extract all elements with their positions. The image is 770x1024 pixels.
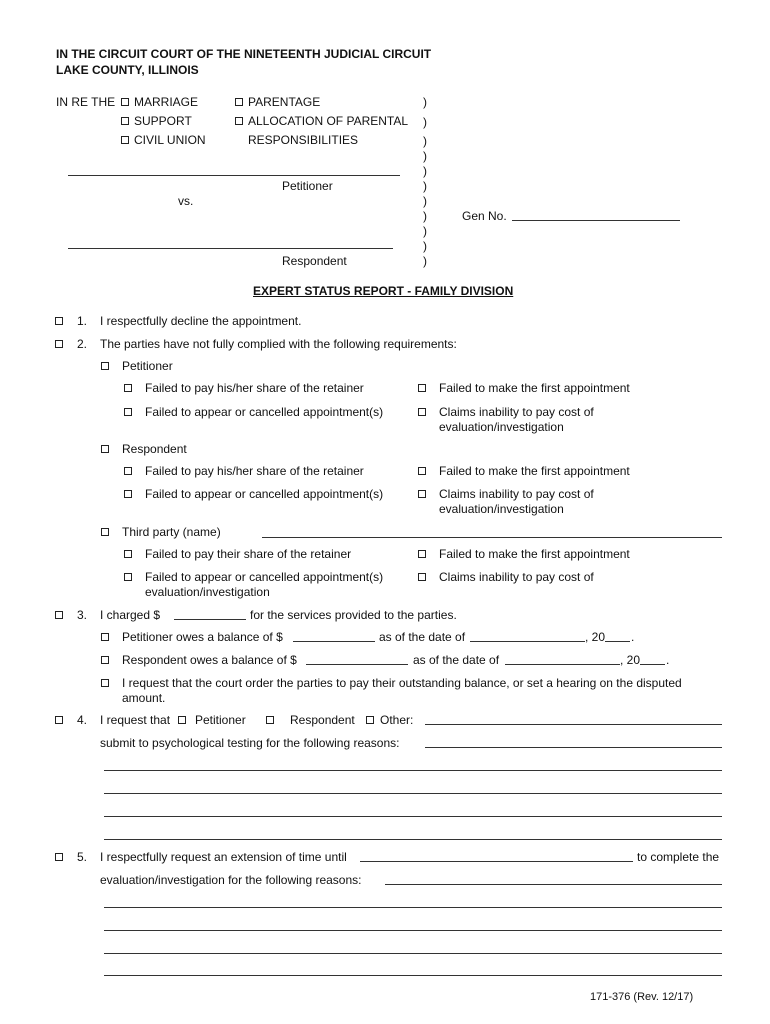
resp-claims-checkbox[interactable] bbox=[418, 490, 426, 498]
petitioner-name-line[interactable] bbox=[68, 175, 400, 176]
pet-claims-checkbox[interactable] bbox=[418, 408, 426, 416]
resp-year-suffix: . bbox=[666, 653, 670, 667]
resp-date-field[interactable] bbox=[505, 664, 620, 665]
item3-text-b: for the services provided to the parties. bbox=[250, 608, 457, 622]
item5-reason-line[interactable] bbox=[385, 884, 722, 885]
resp-retainer-checkbox[interactable] bbox=[124, 467, 132, 475]
tp-appear-checkbox[interactable] bbox=[124, 573, 132, 581]
parentage-label: PARENTAGE bbox=[248, 95, 321, 109]
resp-first-appt-label: Failed to make the first appointment bbox=[439, 464, 630, 478]
extension-date-field[interactable] bbox=[360, 861, 633, 862]
respondent-group-label: Respondent bbox=[122, 442, 187, 456]
tp-appear-label-cont: evaluation/investigation bbox=[145, 585, 270, 599]
resp-owes-checkbox[interactable] bbox=[101, 656, 109, 664]
item2-number: 2. bbox=[77, 337, 88, 351]
pet-claims-label-cont: evaluation/investigation bbox=[439, 420, 564, 434]
pet-balance-field[interactable] bbox=[293, 641, 375, 642]
item4-petitioner-checkbox[interactable] bbox=[178, 716, 186, 724]
item4-petitioner-label: Petitioner bbox=[195, 713, 246, 727]
in-re-label: IN RE THE bbox=[56, 95, 116, 109]
third-party-name-field[interactable] bbox=[262, 537, 722, 538]
item4-other-label: Other: bbox=[380, 713, 414, 727]
tp-appear-label: Failed to appear or cancelled appointment(s) bbox=[145, 570, 384, 584]
pet-retainer-label: Failed to pay his/her share of the retainer bbox=[145, 381, 364, 395]
civil-union-checkbox[interactable] bbox=[121, 136, 129, 144]
caption-paren: ) bbox=[423, 254, 427, 268]
item4-text-b: submit to psychological testing for the following reasons: bbox=[100, 736, 400, 750]
pet-date-field[interactable] bbox=[470, 641, 585, 642]
pet-first-appt-checkbox[interactable] bbox=[418, 384, 426, 392]
resp-claims-label-cont: evaluation/investigation bbox=[439, 502, 564, 516]
item5-reason-line[interactable] bbox=[104, 953, 722, 954]
caption-paren: ) bbox=[423, 179, 427, 193]
report-title: EXPERT STATUS REPORT - FAMILY DIVISION bbox=[253, 284, 514, 298]
item4-checkbox[interactable] bbox=[55, 716, 63, 724]
caption-paren: ) bbox=[423, 134, 427, 148]
item4-text-a: I request that bbox=[100, 713, 171, 727]
gen-no-field[interactable] bbox=[512, 220, 680, 221]
pet-appear-checkbox[interactable] bbox=[124, 408, 132, 416]
item4-respondent-checkbox[interactable] bbox=[266, 716, 274, 724]
caption-paren: ) bbox=[423, 149, 427, 163]
item5-checkbox[interactable] bbox=[55, 853, 63, 861]
item5-text-c: evaluation/investigation for the following reasons: bbox=[100, 873, 362, 887]
petitioner-checkbox[interactable] bbox=[101, 362, 109, 370]
respondent-name-line[interactable] bbox=[68, 248, 393, 249]
item4-reason-line[interactable] bbox=[425, 747, 722, 748]
responsibilities-label: RESPONSIBILITIES bbox=[248, 133, 359, 147]
item5-reason-line[interactable] bbox=[104, 975, 722, 976]
resp-appear-label: Failed to appear or cancelled appointment(s) bbox=[145, 487, 384, 501]
caption-paren: ) bbox=[423, 95, 427, 109]
pet-first-appt-label: Failed to make the first appointment bbox=[439, 381, 630, 395]
tp-first-appt-label: Failed to make the first appointment bbox=[439, 547, 630, 561]
item4-number: 4. bbox=[77, 713, 88, 727]
petitioner-label: Petitioner bbox=[282, 179, 333, 193]
item3-text-a: I charged $ bbox=[100, 608, 161, 622]
allocation-label: ALLOCATION OF PARENTAL bbox=[248, 114, 409, 128]
pet-year-suffix: . bbox=[631, 630, 635, 644]
tp-retainer-checkbox[interactable] bbox=[124, 550, 132, 558]
support-checkbox[interactable] bbox=[121, 117, 129, 125]
vs-label: vs. bbox=[178, 194, 194, 208]
caption-paren: ) bbox=[423, 239, 427, 253]
charged-amount-field[interactable] bbox=[174, 619, 246, 620]
form-number: 171-376 (Rev. 12/17) bbox=[590, 991, 694, 1003]
item5-text-b: to complete the bbox=[637, 850, 720, 864]
item3-number: 3. bbox=[77, 608, 88, 622]
tp-claims-checkbox[interactable] bbox=[418, 573, 426, 581]
request-court-text-cont: amount. bbox=[122, 691, 166, 705]
petitioner-group-label: Petitioner bbox=[122, 359, 173, 373]
pet-year-field[interactable] bbox=[605, 641, 630, 642]
court-name: IN THE CIRCUIT COURT OF THE NINETEENTH JUDICIAL CIRCUIT bbox=[56, 47, 432, 61]
caption-paren: ) bbox=[423, 209, 427, 223]
caption-paren: ) bbox=[423, 194, 427, 208]
pet-owes-text-a: Petitioner owes a balance of $ bbox=[122, 630, 283, 644]
item4-other-field[interactable] bbox=[425, 724, 722, 725]
caption-paren: ) bbox=[423, 164, 427, 178]
resp-first-appt-checkbox[interactable] bbox=[418, 467, 426, 475]
pet-owes-checkbox[interactable] bbox=[101, 633, 109, 641]
item1-text: I respectfully decline the appointment. bbox=[100, 314, 302, 328]
tp-claims-label: Claims inability to pay cost of bbox=[439, 570, 594, 584]
item5-reason-line[interactable] bbox=[104, 907, 722, 908]
resp-year-field[interactable] bbox=[640, 664, 665, 665]
respondent-checkbox[interactable] bbox=[101, 445, 109, 453]
item1-number: 1. bbox=[77, 314, 88, 328]
resp-balance-field[interactable] bbox=[306, 664, 408, 665]
resp-claims-label: Claims inability to pay cost of bbox=[439, 487, 594, 501]
allocation-checkbox[interactable] bbox=[235, 117, 243, 125]
resp-owes-text-b: as of the date of bbox=[413, 653, 500, 667]
resp-owes-text-a: Respondent owes a balance of $ bbox=[122, 653, 297, 667]
item2-text: The parties have not fully complied with the following requirements: bbox=[100, 337, 457, 351]
marriage-checkbox[interactable] bbox=[121, 98, 129, 106]
item4-reason-line[interactable] bbox=[104, 793, 722, 794]
pet-appear-label: Failed to appear or cancelled appointment(s) bbox=[145, 405, 384, 419]
support-label: SUPPORT bbox=[134, 114, 192, 128]
item2-checkbox[interactable] bbox=[55, 340, 63, 348]
gen-no-label: Gen No. bbox=[462, 209, 507, 223]
item4-reason-line[interactable] bbox=[104, 839, 722, 840]
pet-year-prefix: , 20 bbox=[585, 630, 606, 644]
third-party-label: Third party (name) bbox=[122, 525, 221, 539]
item1-checkbox[interactable] bbox=[55, 317, 63, 325]
resp-retainer-label: Failed to pay his/her share of the retainer bbox=[145, 464, 364, 478]
item4-reason-line[interactable] bbox=[104, 816, 722, 817]
item4-respondent-label: Respondent bbox=[290, 713, 355, 727]
respondent-label: Respondent bbox=[282, 254, 347, 268]
resp-appear-checkbox[interactable] bbox=[124, 490, 132, 498]
caption-paren: ) bbox=[423, 224, 427, 238]
item3-checkbox[interactable] bbox=[55, 611, 63, 619]
request-court-checkbox[interactable] bbox=[101, 679, 109, 687]
pet-retainer-checkbox[interactable] bbox=[124, 384, 132, 392]
pet-claims-label: Claims inability to pay cost of bbox=[439, 405, 594, 419]
request-court-text: I request that the court order the parties to pay their outstanding balance, or set a hearing on the disputed bbox=[122, 676, 682, 690]
item5-number: 5. bbox=[77, 850, 88, 864]
tp-first-appt-checkbox[interactable] bbox=[418, 550, 426, 558]
item4-reason-line[interactable] bbox=[104, 770, 722, 771]
marriage-label: MARRIAGE bbox=[134, 95, 199, 109]
civil-union-label: CIVIL UNION bbox=[134, 133, 206, 147]
county-name: LAKE COUNTY, ILLINOIS bbox=[56, 63, 199, 77]
item4-other-checkbox[interactable] bbox=[366, 716, 374, 724]
pet-owes-text-b: as of the date of bbox=[379, 630, 466, 644]
caption-paren: ) bbox=[423, 115, 427, 129]
third-party-checkbox[interactable] bbox=[101, 528, 109, 536]
item5-text-a: I respectfully request an extension of time until bbox=[100, 850, 347, 864]
parentage-checkbox[interactable] bbox=[235, 98, 243, 106]
item5-reason-line[interactable] bbox=[104, 930, 722, 931]
tp-retainer-label: Failed to pay their share of the retainer bbox=[145, 547, 352, 561]
resp-year-prefix: , 20 bbox=[620, 653, 641, 667]
